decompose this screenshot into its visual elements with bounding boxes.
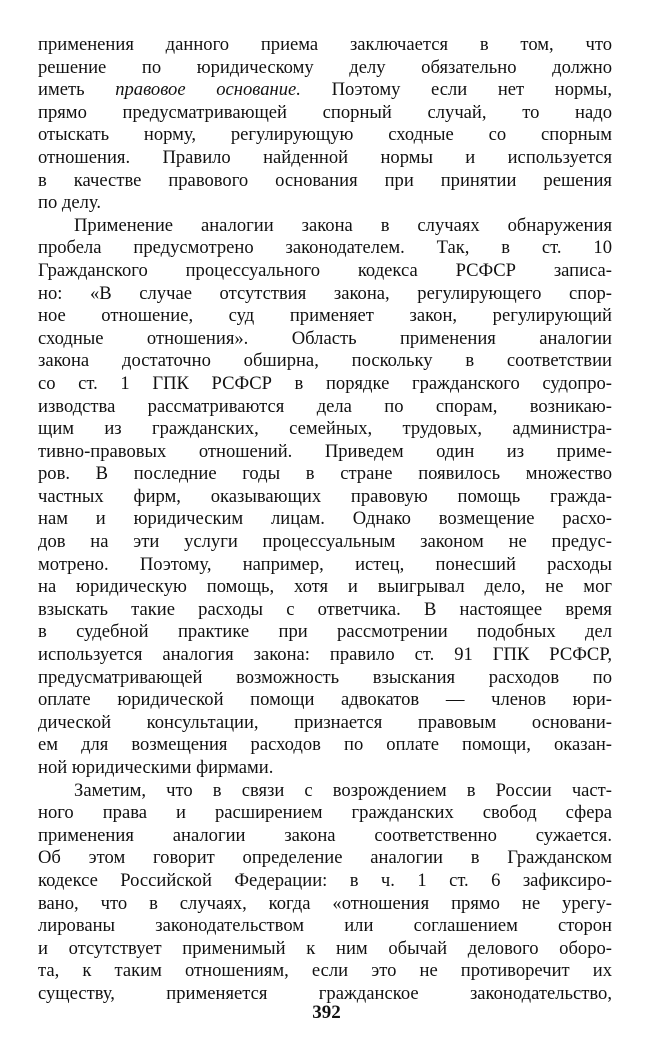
text-line: применения данного приема заключается в том, что (38, 34, 612, 55)
text-line: существу, применяется гражданское законодательство, (38, 982, 612, 1004)
text-line: используется аналогия закона: правило ст. 91 ГПК РСФСР, (38, 644, 612, 666)
text-line: решение по юридическому делу обязательно должно (38, 56, 612, 78)
text-line: ное отношение, суд применяет закон, регулирующий (38, 305, 612, 327)
page-number: 392 (312, 1002, 341, 1023)
text-line: взыскать такие расходы с ответчика. В настоящее время (38, 598, 612, 620)
text-line: нам и юридическим лицам. Однако возмещение расхо- (38, 508, 612, 530)
text-line: изводства рассматриваются дела по спорам, возникаю- (38, 395, 612, 417)
text-line: кодексе Российской Федерации: в ч. 1 ст. 6 зафиксиро- (38, 869, 612, 891)
text-line: та, к таким отношениям, если это не противоречит их (38, 960, 612, 982)
text-line: и отсутствует применимый к ним обычай делового оборо- (38, 937, 612, 959)
text-line: пробела предусмотрено законодателем. Так, в ст. 10 (38, 237, 612, 259)
text-line: в качестве правового основания при принятии решения (38, 169, 612, 191)
text-line: применения аналогии закона соответственно сужается. (38, 824, 612, 846)
text-line: в судебной практике при рассмотрении подобных дел (38, 621, 612, 643)
text-line: закона достаточно обширна, поскольку в соответствии (38, 350, 612, 372)
text-line: предусматривающей возможность взыскания расходов по (38, 666, 612, 688)
text-line: на юридическую помощь, хотя и выигрывал дело, не мог (38, 576, 612, 598)
text-line: вано, что в случаях, когда «отношения прямо не урегу- (38, 892, 612, 914)
text-line: прямо предусматривающей спорный случай, то надо (38, 101, 612, 123)
page-body (38, 34, 612, 1006)
text-line: дов на эти услуги процессуальным законом не предус- (38, 531, 612, 553)
text-line: Гражданского процессуального кодекса РСФСР записа- (38, 259, 612, 281)
text-line: частных фирм, оказывающих правовую помощь граждa- (38, 485, 612, 507)
paragraph (38, 215, 612, 780)
text-line: ем для возмещения расходов по оплате помощи, оказан- (38, 734, 612, 756)
text-line: но: «В случае отсутствия закона, регулирующего спор- (38, 282, 612, 304)
paragraph (38, 34, 612, 215)
text-line: мотрено. Поэтому, например, истец, понесший расходы (38, 553, 612, 575)
text-line: отношения. Правило найденной нормы и используется (38, 146, 612, 168)
text-line: тивно-правовых отношений. Приведем один из приме- (38, 440, 612, 462)
paragraph (38, 780, 612, 1006)
text-line: Применение аналогии закона в случаях обнаружения (74, 214, 612, 236)
text-line: Заметим, что в связи с возрождением в России част- (74, 779, 612, 801)
text-line: дической консультации, признается правовым основани- (38, 711, 612, 733)
text-line: по делу. (38, 192, 101, 214)
text-line: иметь правовое основание. Поэтому если нет нормы, (38, 79, 612, 101)
text-line: лированы законодательством или соглашением сторон (38, 915, 612, 937)
text-line: Об этом говорит определение аналогии в Гражданском (38, 847, 612, 869)
text-line: щим из гражданских, семейных, трудовых, администра- (38, 418, 612, 440)
emphasis: правовое основание. (115, 79, 301, 101)
text-line: ной юридическими фирмами. (38, 757, 274, 778)
text-line: ров. В последние годы в стране появилось множество (38, 463, 612, 485)
text-line: оплате юридической помощи адвокатов — членов юри- (38, 689, 612, 711)
text-line: сходные отношения». Область применения аналогии (38, 327, 612, 349)
text-line: ного права и расширением гражданских свобод сфера (38, 802, 612, 824)
text-line: со ст. 1 ГПК РСФСР в порядке гражданского судопро- (38, 372, 612, 394)
text-line: отыскать норму, регулирующую сходные со спорным (38, 124, 612, 146)
